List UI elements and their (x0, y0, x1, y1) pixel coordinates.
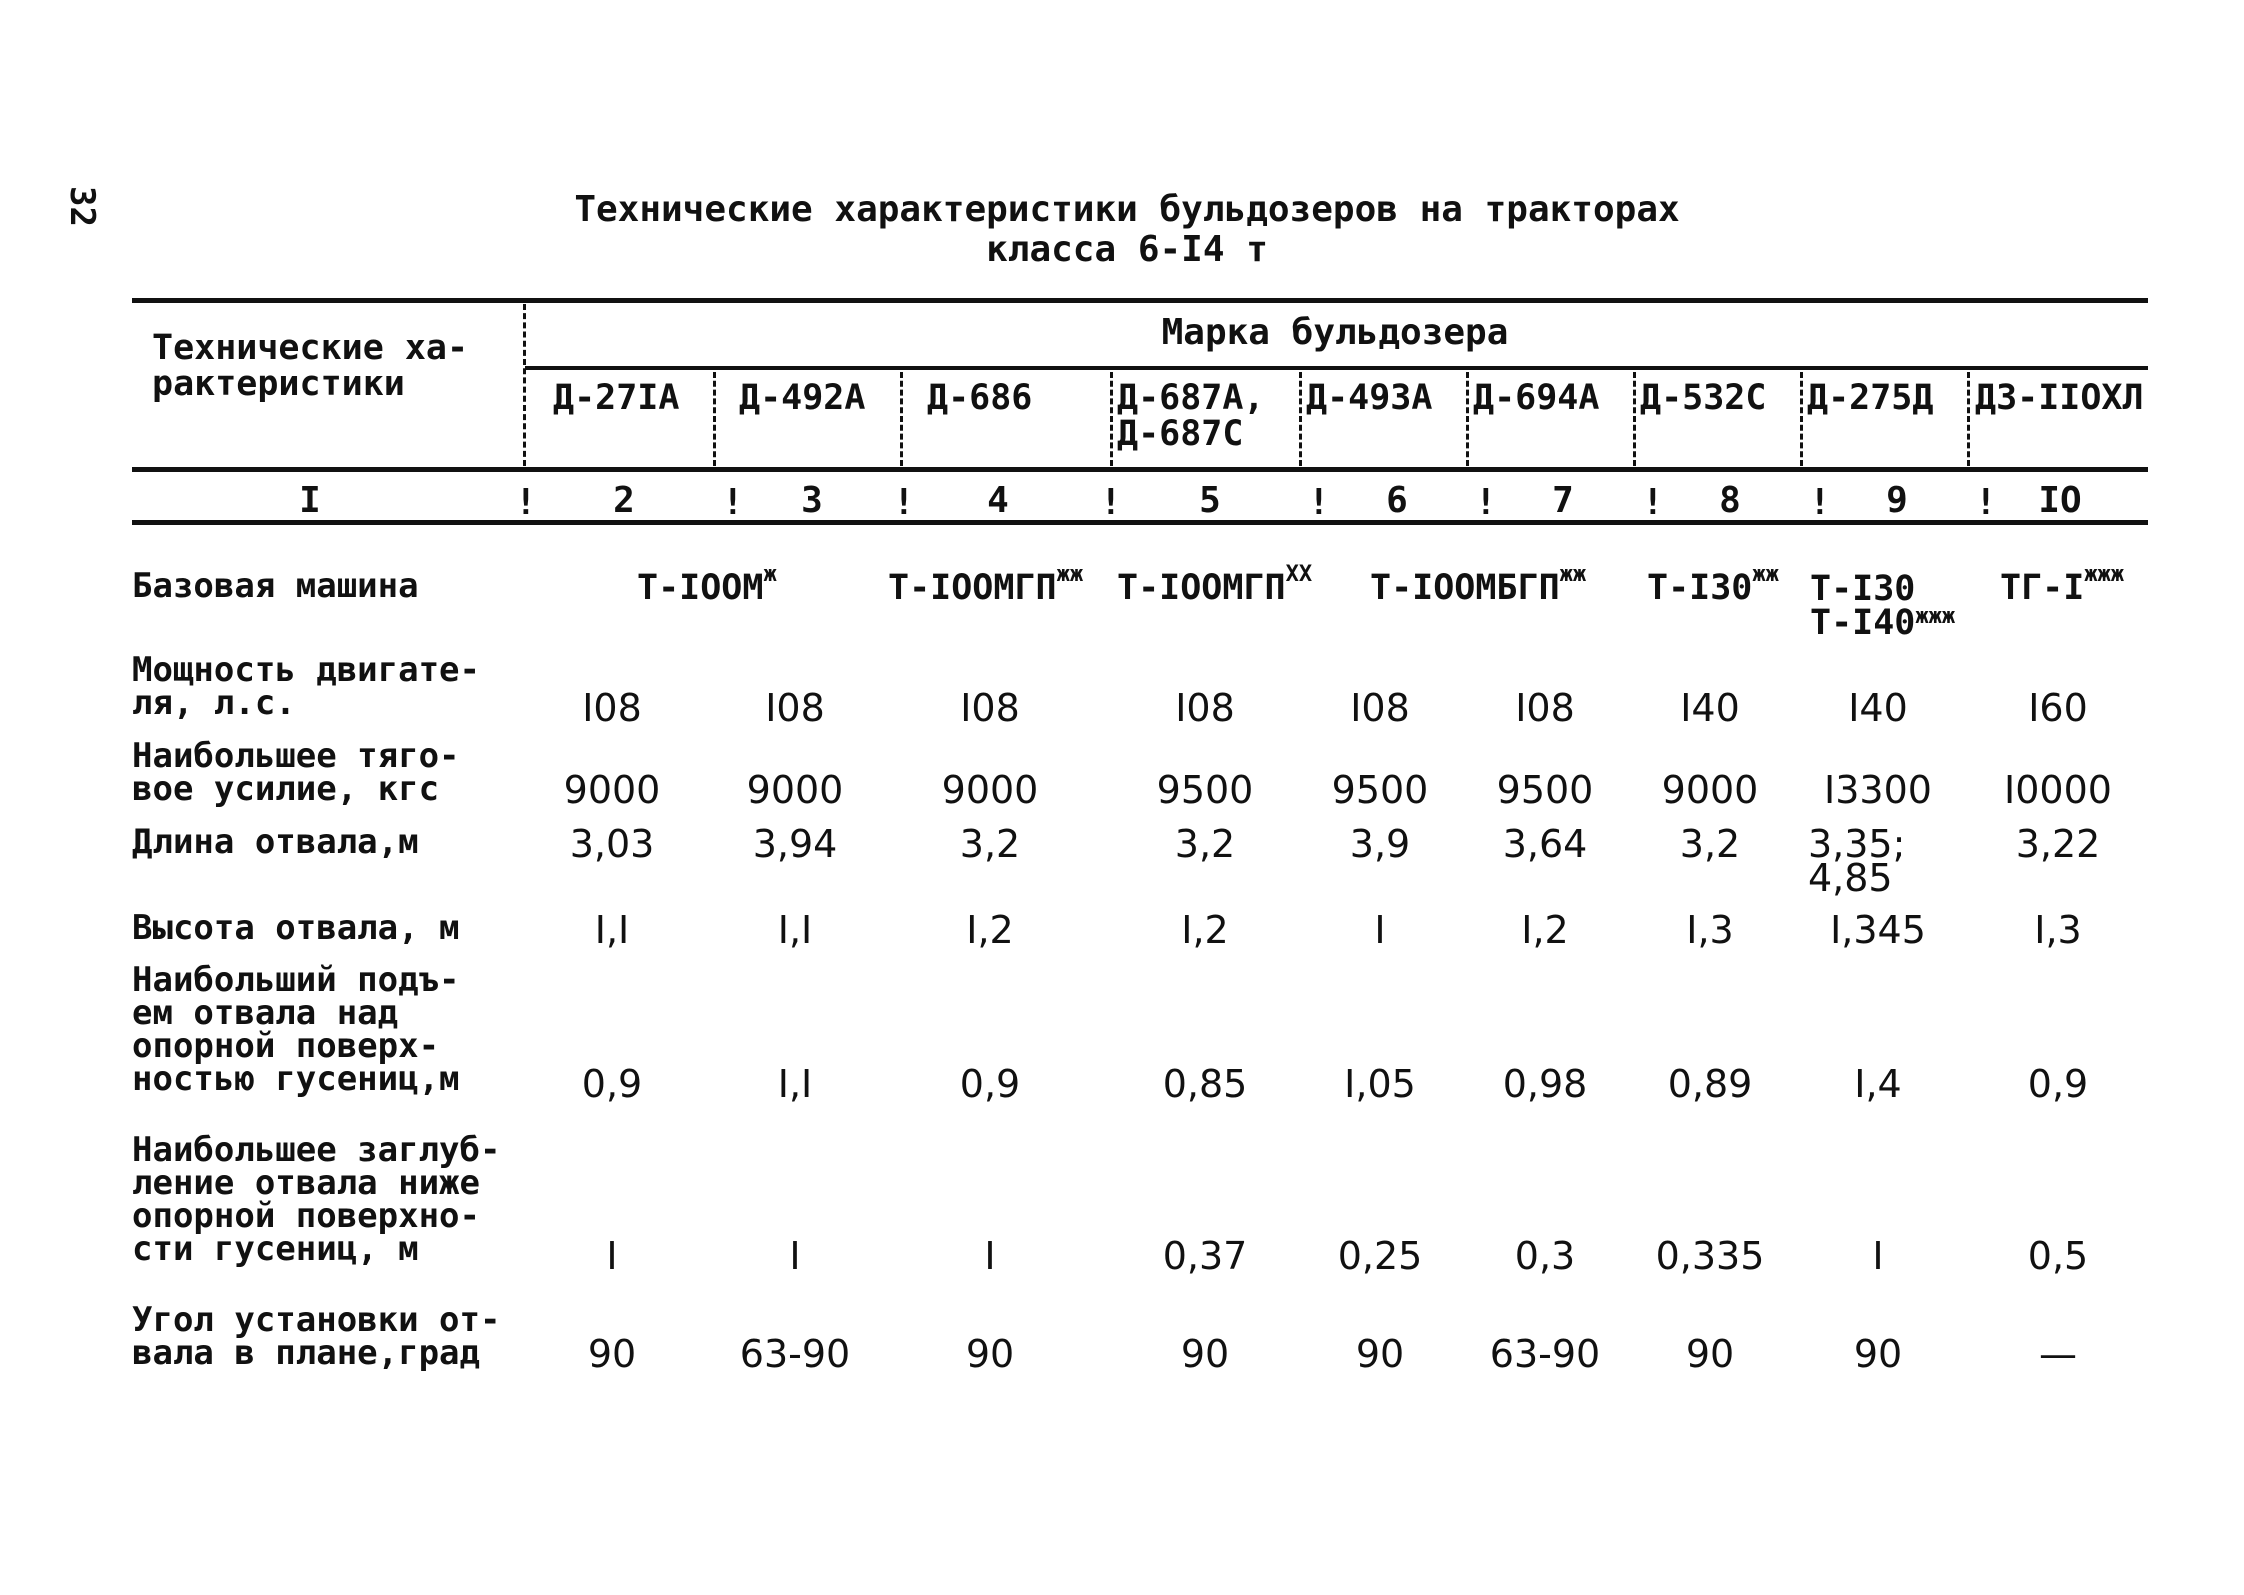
table-cell: I (606, 1234, 618, 1278)
table-cell: I08 (1515, 686, 1575, 730)
table-cell: I40 (1848, 686, 1908, 730)
table-cell: 90 (1853, 1332, 1903, 1376)
row-label-engine-power (132, 650, 532, 723)
base-text: Т-IOOM (637, 568, 764, 608)
column-number: 4 (987, 480, 1009, 521)
row-label-line: ление отвала ниже (132, 1163, 480, 1203)
row-label-traction (132, 736, 532, 809)
table-cell: 0,9 (581, 1062, 643, 1106)
base-sup: ХХ (1285, 562, 1313, 587)
brand-header-rule (525, 366, 2148, 370)
brand-label: Д-493А (1306, 378, 1433, 418)
row-label-line: Наибольшее тяго- (132, 736, 460, 776)
table-cell: 0,37 (1162, 1234, 1248, 1278)
brand-cell (1975, 380, 2144, 416)
table-cell: 3,22 (2015, 822, 2101, 866)
column-divider-mark: ! (893, 482, 915, 523)
base-sup: жжж (1915, 604, 1956, 629)
table-cell: I,2 (1181, 908, 1229, 952)
column-number: I (299, 480, 321, 521)
table-cell: I08 (1175, 686, 1235, 730)
column-divider-mark: ! (1975, 482, 1997, 523)
brand-label: Д-687А, (1117, 378, 1265, 418)
base-text: Т-I30 (1810, 569, 1916, 609)
brand-cell (927, 380, 1032, 416)
table-cell: I,3 (2034, 908, 2082, 952)
table-cell: 3,35; (1808, 822, 1906, 866)
brand-label: Д-275Д (1807, 378, 1934, 418)
column-number: 9 (1886, 480, 1908, 521)
table-cell: I,I (777, 1062, 813, 1106)
brand-cell (1117, 380, 1265, 452)
row-label-line: вое усилие, кгс (132, 769, 440, 809)
row-label-line: опорной поверхно- (132, 1196, 480, 1236)
table-cell: 3,9 (1349, 822, 1411, 866)
table-cell: I,345 (1830, 908, 1926, 952)
brand-cell (1807, 380, 1933, 416)
row-label-line: Наибольшее заглуб- (132, 1130, 501, 1170)
row-label-line: Длина отвала,м (132, 822, 419, 862)
table-cell: 9000 (941, 768, 1039, 812)
column-number: 5 (1199, 480, 1221, 521)
table-cell: I,I (594, 908, 630, 952)
brand-cell (553, 380, 679, 416)
column-number: 2 (613, 480, 635, 521)
table-cell: I60 (2028, 686, 2088, 730)
table-cell: 0,5 (2027, 1234, 2089, 1278)
column-number: IO (2038, 480, 2082, 521)
table-cell: 3,03 (569, 822, 655, 866)
table-cell: I (984, 1234, 996, 1278)
row-label-blade-lift (132, 960, 532, 1099)
table-cell: I,3 (1686, 908, 1734, 952)
column-number: 7 (1552, 480, 1574, 521)
base-machine-value (1117, 562, 1313, 608)
header-bottom-rule (132, 467, 2148, 472)
row-label-blade-angle (132, 1300, 532, 1373)
page-title (0, 190, 2244, 270)
column-separator (1466, 372, 1469, 466)
table-cell: 0,3 (1514, 1234, 1576, 1278)
base-machine-value (1647, 562, 1779, 608)
title-line-1: Технические характеристики бульдозеров на тракторах (574, 189, 1680, 230)
table-cell: I,05 (1344, 1062, 1416, 1106)
base-sup: жжж (2084, 562, 2125, 587)
feature-header-line: рактеристики (152, 364, 405, 404)
column-separator (1967, 372, 1970, 466)
table-cell: I (1872, 1234, 1884, 1278)
column-separator (900, 372, 903, 466)
table-cell: 3,2 (1174, 822, 1236, 866)
row-label-line: Наибольший подъ- (132, 960, 460, 1000)
table-cell: 9000 (746, 768, 844, 812)
base-machine-value (888, 562, 1084, 608)
brand-label: Д-686 (927, 378, 1033, 418)
table-cell: 0,98 (1502, 1062, 1588, 1106)
brand-cell (1306, 380, 1432, 416)
row-label-line: Угол установки от- (132, 1300, 501, 1340)
table-cell: 0,25 (1337, 1234, 1423, 1278)
column-separator (1110, 372, 1113, 466)
row-label-line: Высота отвала, м (132, 908, 460, 948)
brand-cell (1473, 380, 1599, 416)
table-cell: 0,9 (2027, 1062, 2089, 1106)
table-cell: I,2 (1521, 908, 1569, 952)
table-cell: I,I (777, 908, 813, 952)
table-cell: 63-90 (739, 1332, 851, 1376)
column-separator (1800, 372, 1803, 466)
table-cell: I08 (960, 686, 1020, 730)
table-cell: I (1374, 908, 1386, 952)
row-label-line: сти гусениц, м (132, 1229, 419, 1269)
table-cell: 90 (965, 1332, 1015, 1376)
row-label-blade-depth (132, 1130, 532, 1269)
base-text: ТГ-I (2000, 568, 2085, 608)
row-label-line: ля, л.с. (132, 683, 296, 723)
table-cell: 90 (1355, 1332, 1405, 1376)
table-cell: 3,64 (1502, 822, 1588, 866)
base-machine-value (1370, 562, 1587, 608)
brand-label: Д-532С (1640, 378, 1767, 418)
table-cell: 9500 (1331, 768, 1429, 812)
base-text: Т-I30 (1647, 568, 1753, 608)
page-number: 32 (62, 186, 102, 227)
column-divider-mark: ! (1642, 482, 1664, 523)
title-line-2: класса 6-I4 т (986, 229, 1268, 270)
table-cell: 9000 (1661, 768, 1759, 812)
row-label-base-machine: Базовая машина (132, 566, 419, 606)
row-label-blade-height (132, 908, 532, 948)
table-cell: — (2039, 1332, 2077, 1376)
table-cell: 90 (1685, 1332, 1735, 1376)
table-cell: I08 (765, 686, 825, 730)
base-sup: ж (763, 562, 777, 587)
table-cell: I,2 (966, 908, 1014, 952)
table-cell: I40 (1680, 686, 1740, 730)
table-cell: 3,2 (959, 822, 1021, 866)
table-cell: 90 (1180, 1332, 1230, 1376)
row-label-line: ностью гусениц,м (132, 1059, 460, 1099)
brand-label-line2: Д-687С (1117, 414, 1244, 454)
base-text: Т-IOOМБГП (1370, 568, 1560, 608)
brand-label: Д-694А (1473, 378, 1600, 418)
column-number: 3 (801, 480, 823, 521)
column-divider-mark: ! (1475, 482, 1497, 523)
base-machine-value (2000, 562, 2125, 608)
table-cell: I08 (582, 686, 642, 730)
brand-header: Марка бульдозера (1161, 312, 1509, 353)
base-sup: жж (1559, 562, 1587, 587)
brand-cell (739, 380, 865, 416)
feature-header (152, 330, 468, 402)
feature-header-line: Технические ха- (152, 328, 469, 368)
column-number: 6 (1386, 480, 1408, 521)
table-cell: 3,94 (752, 822, 838, 866)
table-cell-extra: 4,85 (1808, 856, 1893, 900)
table-cell: 9500 (1156, 768, 1254, 812)
base-text: Т-IOOМГП (888, 568, 1057, 608)
base-machine-value (637, 562, 777, 608)
table-cell: 0,335 (1655, 1234, 1765, 1278)
table-cell: 0,9 (959, 1062, 1021, 1106)
table-cell: I08 (1350, 686, 1410, 730)
row-label-blade-length (132, 822, 532, 862)
column-divider-mark: ! (1308, 482, 1330, 523)
table-cell: 9000 (563, 768, 661, 812)
base-text: Т-IOOМГП (1117, 568, 1286, 608)
row-label-line: Мощность двигате- (132, 650, 480, 690)
column-separator (1633, 372, 1636, 466)
table-cell: 63-90 (1489, 1332, 1601, 1376)
table-cell: 0,89 (1667, 1062, 1753, 1106)
table-cell: 3,2 (1679, 822, 1741, 866)
column-number: 8 (1719, 480, 1741, 521)
brand-label: ДЗ-IIOХЛ (1975, 378, 2144, 418)
brand-label: Д-492A (739, 378, 866, 418)
table-cell: I (789, 1234, 801, 1278)
table-top-rule (132, 298, 2148, 303)
column-separator (713, 372, 716, 466)
brand-label: Д-27IA (553, 378, 680, 418)
column-separator (1299, 372, 1302, 466)
column-divider-mark: ! (722, 482, 744, 523)
base-machine-value (1810, 569, 1956, 643)
base-sup: жж (1752, 562, 1779, 587)
column-divider-mark: ! (1809, 482, 1831, 523)
row-label-line: вала в плане,град (132, 1333, 480, 1373)
table-cell: I3300 (1824, 768, 1932, 812)
table-cell: 9500 (1496, 768, 1594, 812)
column-numbers-rule (132, 520, 2148, 525)
base-sup: жж (1056, 562, 1084, 587)
row-label-line: опорной поверх- (132, 1026, 440, 1066)
table-cell: I0000 (2004, 768, 2112, 812)
table-cell: I,4 (1854, 1062, 1902, 1106)
table-cell: 90 (587, 1332, 637, 1376)
column-divider-mark: ! (1100, 482, 1122, 523)
column-divider-mark: ! (515, 482, 537, 523)
table-cell: 0,85 (1162, 1062, 1248, 1106)
row-label-line: ем отвала над (132, 993, 399, 1033)
base-text: Т-I40 (1810, 603, 1916, 643)
brand-cell (1640, 380, 1766, 416)
